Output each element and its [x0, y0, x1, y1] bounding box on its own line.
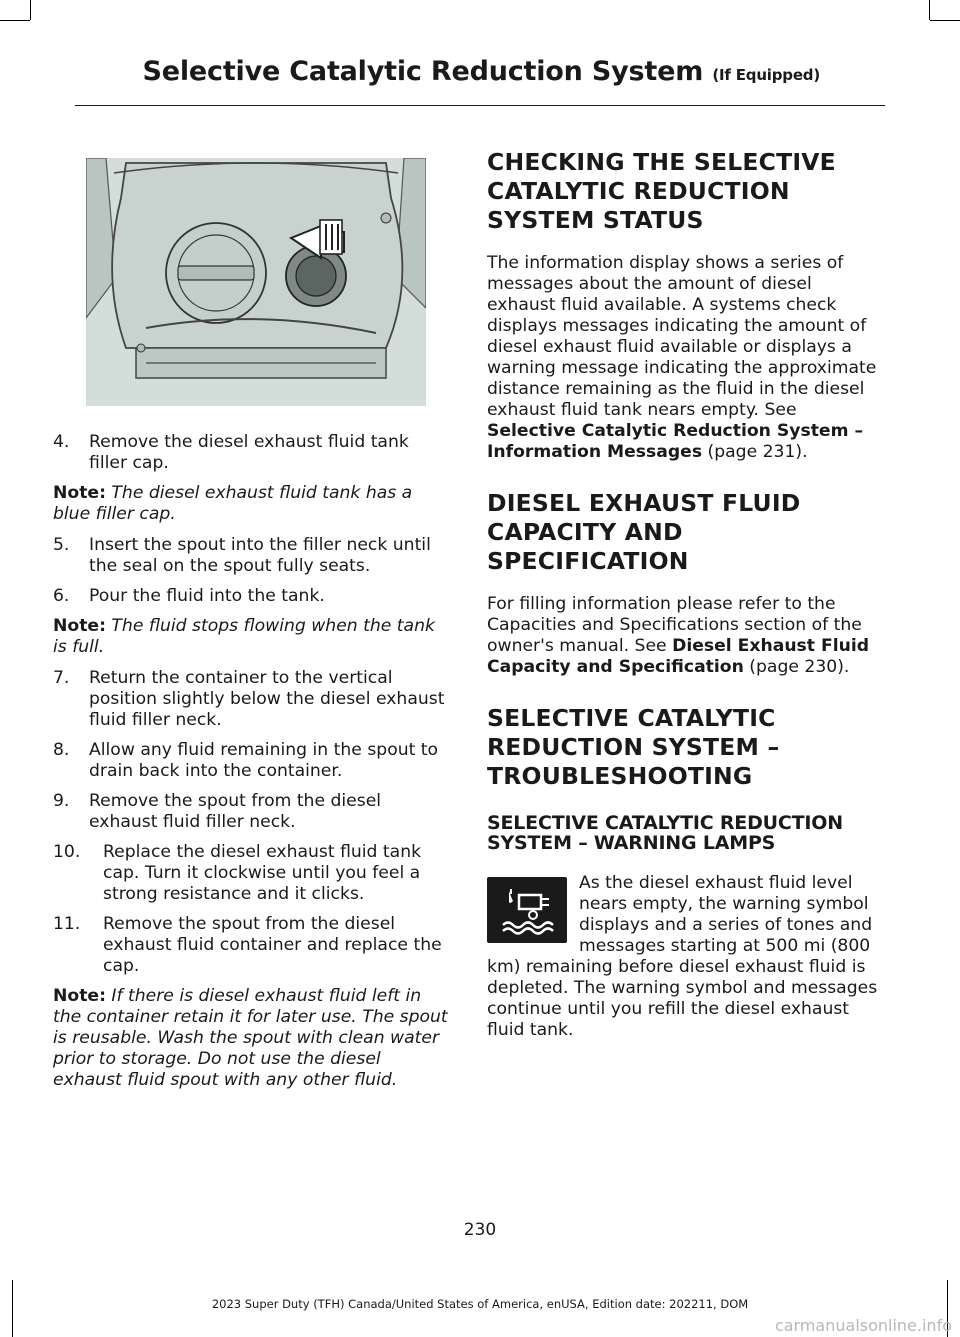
- page-number: 230: [463, 1220, 497, 1240]
- heading-line: CHECKING THE SELECTIVE: [487, 148, 836, 176]
- note-label: Note:: [53, 986, 106, 1006]
- crop-mark: [929, 0, 930, 20]
- step-text: Remove the spout from the diesel exhaust fluid container and replace the cap.: [103, 914, 442, 976]
- step-text: Return the container to the vertical position slightly below the diesel exhaust fluid filler neck.: [89, 668, 445, 730]
- note-text: The fluid stops flowing when the tank is full.: [53, 616, 435, 657]
- step-number: 4.: [53, 432, 70, 452]
- step-text: Remove the diesel exhaust fluid tank filler cap.: [89, 432, 409, 473]
- page-reference: (page 230).: [749, 657, 850, 677]
- step-6: [53, 586, 448, 607]
- note-text: The diesel exhaust fluid tank has a blue filler cap.: [53, 483, 413, 524]
- crop-mark: [0, 20, 30, 21]
- capacity-paragraph: [487, 594, 881, 678]
- step-text: Insert the spout into the filler neck until the seal on the spout fully seats.: [89, 535, 431, 576]
- footer-edition-info: 2023 Super Duty (TFH) Canada/United States of America, enUSA, Edition date: 202211, DOM: [211, 1297, 749, 1311]
- note: [53, 616, 448, 658]
- cross-reference-link[interactable]: Selective Catalytic Reduction System – Information Messages: [487, 421, 864, 462]
- page-title: [143, 56, 821, 87]
- right-column: [487, 148, 881, 1041]
- def-filler-illustration: [86, 158, 426, 406]
- paragraph-text: For filling information please refer to the Capacities and Specifications section of the owner's manual. See: [487, 594, 862, 656]
- step-text: Pour the fluid into the tank.: [89, 586, 325, 606]
- crop-mark: [930, 20, 960, 21]
- def-filler-cap-icon: [86, 158, 426, 406]
- section-heading-status: [487, 148, 881, 235]
- heading-line: CAPACITY AND: [487, 518, 683, 546]
- page-reference: (page 231).: [707, 442, 808, 462]
- paragraph-text: As the diesel exhaust fluid level nears empty, the warning symbol displays and a series of tones and messages starting at 500 mi (800 km) remaining before diesel exhaust fluid is depleted. The warning symbol and messages continue until you refill the diesel exhaust fluid tank.: [487, 873, 878, 1040]
- step-number: 7.: [53, 668, 70, 688]
- step-text: Replace the diesel exhaust fluid tank cap. Turn it clockwise until you feel a strong resistance and it clicks.: [103, 842, 422, 904]
- step-8: [53, 740, 448, 782]
- crop-mark: [30, 0, 31, 20]
- watermark: carmanualsonline.info: [774, 1316, 952, 1335]
- step-10: [53, 842, 448, 905]
- status-paragraph: [487, 253, 881, 463]
- note: [53, 483, 448, 525]
- page-title-suffix: (If Equipped): [712, 66, 820, 84]
- section-heading-troubleshooting: [487, 704, 881, 791]
- step-text: Remove the spout from the diesel exhaust fluid filler neck.: [89, 791, 382, 832]
- left-column: [53, 432, 448, 1101]
- header-rule: [75, 105, 885, 106]
- heading-line: SYSTEM STATUS: [487, 206, 704, 234]
- heading-line: SPECIFICATION: [487, 547, 689, 575]
- section-heading-capacity: [487, 489, 881, 576]
- heading-line: DIESEL EXHAUST FLUID: [487, 489, 801, 517]
- step-4: [53, 432, 448, 474]
- step-text: Allow any fluid remaining in the spout to drain back into the container.: [89, 740, 439, 781]
- step-number: 10.: [53, 842, 81, 862]
- step-number: 9.: [53, 791, 70, 811]
- heading-line: REDUCTION SYSTEM –: [487, 733, 780, 761]
- step-11: [53, 914, 448, 977]
- step-number: 11.: [53, 914, 81, 934]
- step-number: 5.: [53, 535, 70, 555]
- step-7: [53, 668, 448, 731]
- diesel-exhaust-fluid-warning-icon: [487, 877, 567, 943]
- step-number: 8.: [53, 740, 70, 760]
- note-text: If there is diesel exhaust fluid left in the container retain it for later use. The spout is reusable. Wash the spout with clean water prior to storage. Do not use the diesel exhaust fluid spout with any other fluid.: [53, 986, 448, 1090]
- heading-line: CATALYTIC REDUCTION: [487, 177, 790, 205]
- heading-line: SELECTIVE CATALYTIC: [487, 704, 776, 732]
- subsection-heading-warning-lamps: SELECTIVE CATALYTIC REDUCTION SYSTEM – WARNING LAMPS: [487, 812, 843, 854]
- note-label: Note:: [53, 616, 106, 636]
- step-number: 6.: [53, 586, 70, 606]
- page-title-text: Selective Catalytic Reduction System: [142, 56, 704, 87]
- cross-reference-link[interactable]: Diesel Exhaust Fluid Capacity and Specification: [487, 636, 870, 677]
- step-9: [53, 791, 448, 833]
- note: [53, 986, 448, 1091]
- def-warning-symbol: [499, 885, 555, 935]
- heading-line: TROUBLESHOOTING: [487, 762, 753, 790]
- warning-lamps-paragraph: [487, 873, 881, 1041]
- step-5: [53, 535, 448, 577]
- note-label: Note:: [53, 483, 106, 503]
- paragraph-text: The information display shows a series of messages about the amount of diesel exhaust fluid available. A systems check displays messages indicating the amount of diesel exhaust fluid available or displays a warning message indicating the approximate distance remaining as the fluid in the diesel exhaust fluid tank nears empty. See: [487, 253, 877, 420]
